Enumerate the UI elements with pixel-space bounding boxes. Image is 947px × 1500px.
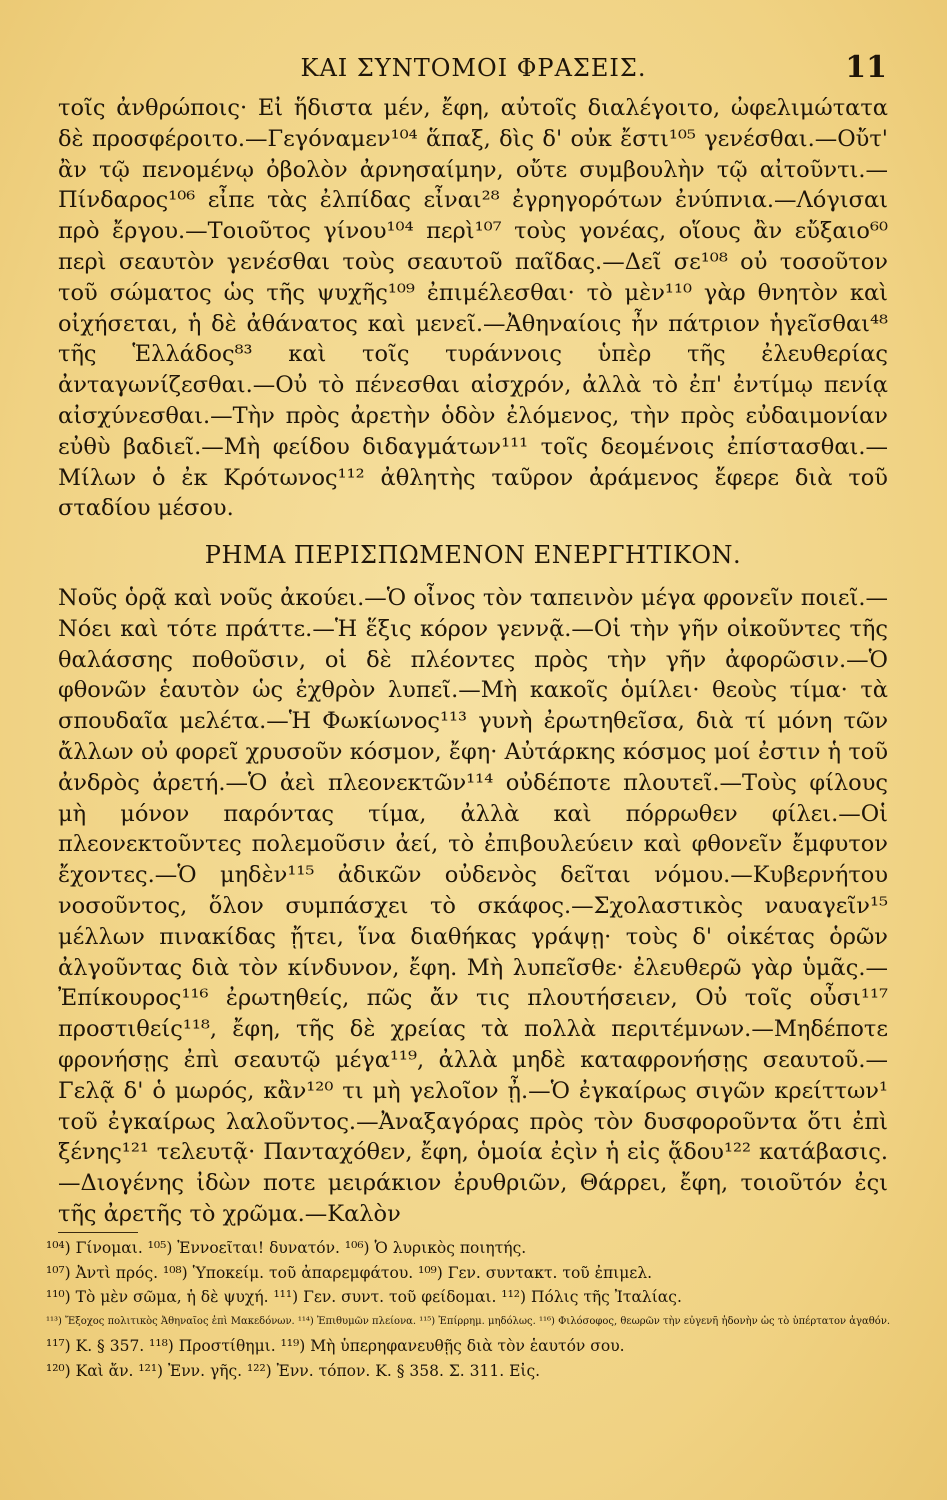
footnote-line: ¹⁰⁴) Γίνομαι. ¹⁰⁵) Ἐννοεῖται! δυνατόν. ¹⁰⁶) Ὁ λυρικὸς ποιητής. xyxy=(46,1239,527,1257)
footnote-line: ¹¹⁷) Κ. § 357. ¹¹⁸) Προστίθημι. ¹¹⁹) Μὴ ὑπερηφανευθῇς διὰ τὸν ἑαυτόν σου. xyxy=(46,1337,625,1355)
paragraph: Νοῦς ὁρᾷ καὶ νοῦς ἀκούει.—Ὁ οἶνος τὸν ταπεινὸν μέγα φρονεῖν ποιεῖ.—Νόει καὶ τότε πράττε.—Ἡ ἕξις κόρον γεννᾷ.—Οἱ τὴν γῆν οἰκοῦντες τῆς θαλάσσης ποθοῦσιν, οἱ δὲ πλέοντες πρὸς τὴν γῆν ἀφορῶσιν.—Ὁ φθονῶν ἑαυτὸν ὡς ἐχθρὸν λυπεῖ.—Μὴ κακοῖς ὁμίλει· θεοὺς τίμα· τὰ σπουδαῖα μελέτα.—Ἡ Φωκίωνος¹¹³ γυνὴ ἐρωτηθεῖσα, διὰ τί μόνη τῶν ἄλλων οὐ φορεῖ χρυσοῦν κόσμον, ἔφη· Αὐτάρκης κόσμος μοί ἐστιν ἡ τοῦ ἀνδρὸς ἀρετή.—Ὁ ἀεὶ πλεονεκτῶν¹¹⁴ οὐδέποτε πλουτεῖ.—Τοὺς φίλους μὴ μόνον παρόντας τίμα, ἀλλὰ καὶ πόρρωθεν φίλει.—Οἱ πλεονεκτοῦντες πολεμοῦσιν ἀεί, τὸ ἐπιβουλεύειν καὶ φθονεῖν ἔμφυτον ἔχοντες.—Ὁ μηδὲν¹¹⁵ ἀδικῶν οὐδενὸς δεῖται νόμου.—Κυβερνήτου νοσοῦντος, ὅλον συμπάσχει τὸ σκάφος.—Σχολαστικὸς ναυαγεῖν¹⁵ μέλλων πινακίδας ᾔτει, ἵνα διαθήκας γράψῃ· τοὺς δ' οἰκέτας ὁρῶν ἀλγοῦντας διὰ τὸν κίνδυνον, ἔφη. Μὴ λυπεῖσθε· ἐλευθερῶ γὰρ ὑμᾶς.—Ἐπίκουρος¹¹⁶ ἐρωτηθείς, πῶς ἄν τις πλουτήσειεν, Οὐ τοῖς οὖσι¹¹⁷ προστιθείς¹¹⁸, ἔφη, τῆς δὲ χρείας τὰ πολλὰ περιτέμνων.—Μηδέποτε φρονήσῃς ἐπὶ σεαυτῷ μέγα¹¹⁹, ἀλλὰ μηδὲ καταφρονήσῃς σεαυτοῦ.—Γελᾷ δ' ὁ μωρός, κἂν¹²⁰ τι μὴ γελοῖον ᾖ.—Ὁ ἐγκαίρως σιγῶν κρείττων¹ τοῦ ἐγκαίρως λαλοῦντος.—Ἀναξαγόρας πρὸς τὸν δυσφοροῦντα ὅτι ἐπὶ ξένης¹²¹ τελευτᾷ· Πανταχόθεν, ἔφη, ὁμοία ἐςὶν ἡ εἰς ᾅδου¹²² κατάβασις.—Διογένης ἰδὼν ποτε μειράκιον ἐρυθριῶν, Θάρρει, ἔφη, τοιοῦτόν ἐςι τῆς ἀρετῆς τὸ χρῶμα.—Καλὸν xyxy=(58,584,888,1227)
paragraph: τοῖς ἀνθρώποις· Εἰ ἥδιστα μέν, ἔφη, αὐτοῖς διαλέγοιτο, ὠφελιμώτατα δὲ προσφέροιτο.—Γεγόναμεν¹⁰⁴ ἅπαξ, δὶς δ' οὐκ ἔστι¹⁰⁵ γενέσθαι.—Οὔτ' ἂν τῷ πενομένῳ ὀβολὸν ἀρνησαίμην, οὔτε συμβουλὴν τῷ αἰτοῦντι.—Πίνδαρος¹⁰⁶ εἶπε τὰς ἐλπίδας εἶναι²⁸ ἐγρηγορότων ἐνύπνια.—Λόγισαι πρὸ ἔργου.—Τοιοῦτος γίνου¹⁰⁴ περὶ¹⁰⁷ τοὺς γονέας, οἵους ἂν εὔξαιο⁶⁰ περὶ σεαυτὸν γενέσθαι τοὺς σεαυτοῦ παῖδας.—Δεῖ σε¹⁰⁸ οὐ τοσοῦτον τοῦ σώματος ὡς τῆς ψυχῆς¹⁰⁹ ἐπιμέλεσθαι· τὸ μὲν¹¹⁰ γὰρ θνητὸν καὶ οἰχήσεται, ἡ δὲ ἀθάνατος καὶ μενεῖ.—Ἀθηναίοις ἦν πάτριον ἡγεῖσθαι⁴⁸ τῆς Ἑλλάδος⁸³ καὶ τοῖς τυράννοις ὑπὲρ τῆς ἐλευθερίας ἀνταγωνίζεσθαι.—Οὐ τὸ πένεσθαι αἰσχρόν, ἀλλὰ τὸ ἐπ' ἐντίμῳ πενίᾳ αἰσχύνεσθαι.—Τὴν πρὸς ἀρετὴν ὁδὸν ἐλόμενος, τὴν πρὸς εὐδαιμονίαν εὐθὺ βαδιεῖ.—Μὴ φείδου διδαγμάτων¹¹¹ τοῖς δεομένοις ἐπίστασθαι.—Μίλων ὁ ἐκ Κρότωνος¹¹² ἀθλητὴς ταῦρον ἀράμενος ἔφερε διὰ τοῦ σταδίου μέσου. xyxy=(58,95,888,522)
footnote-line: ¹²⁰) Καὶ ἄν. ¹²¹) Ἐνν. γῆς. ¹²²) Ἐνν. τόπον. Κ. § 358. Σ. 311. Εἰς. xyxy=(46,1361,541,1380)
page-header xyxy=(60,50,887,90)
footnote-line: ¹¹⁰) Τὸ μὲν σῶμα, ἡ δὲ ψυχή. ¹¹¹) Γεν. συντ. τοῦ φείδομαι. ¹¹²) Πόλις τῆς Ἰταλίας. xyxy=(46,1288,682,1306)
main-text xyxy=(58,93,888,1230)
footnote-line: ¹¹³) Ἔξοχος πολιτικὸς Ἀθηναῖος ἐπὶ Μακεδόνων. ¹¹⁴) Ἐπιθυμῶν πλείονα. ¹¹⁵) Ἐπίρρημ. μηδόλως. ¹¹⁶) Φιλόσοφος, θεωρῶν τὴν εὐγενῆ ἡδονὴν ὡς τὸ ὑπέρτατον ἀγαθόν. xyxy=(46,1315,891,1327)
footnote-line: ¹⁰⁷) Ἀντὶ πρός. ¹⁰⁸) Ὑποκείμ. τοῦ ἀπαρεμφάτου. ¹⁰⁹) Γεν. συντακτ. τοῦ ἐπιμελ. xyxy=(46,1263,653,1282)
running-title: ΚΑΙ ΣΥΝΤΟΜΟΙ ΦΡΑΣΕΙΣ. xyxy=(300,54,647,82)
section-heading: ΡΗΜΑ ΠΕΡΙΣΠΩΜΕΝΟΝ ΕΝΕΡΓΗΤΙΚΟΝ. xyxy=(204,541,742,570)
footnotes xyxy=(46,1236,891,1383)
page-number: 11 xyxy=(845,50,887,85)
footnote-rule xyxy=(58,1232,138,1233)
